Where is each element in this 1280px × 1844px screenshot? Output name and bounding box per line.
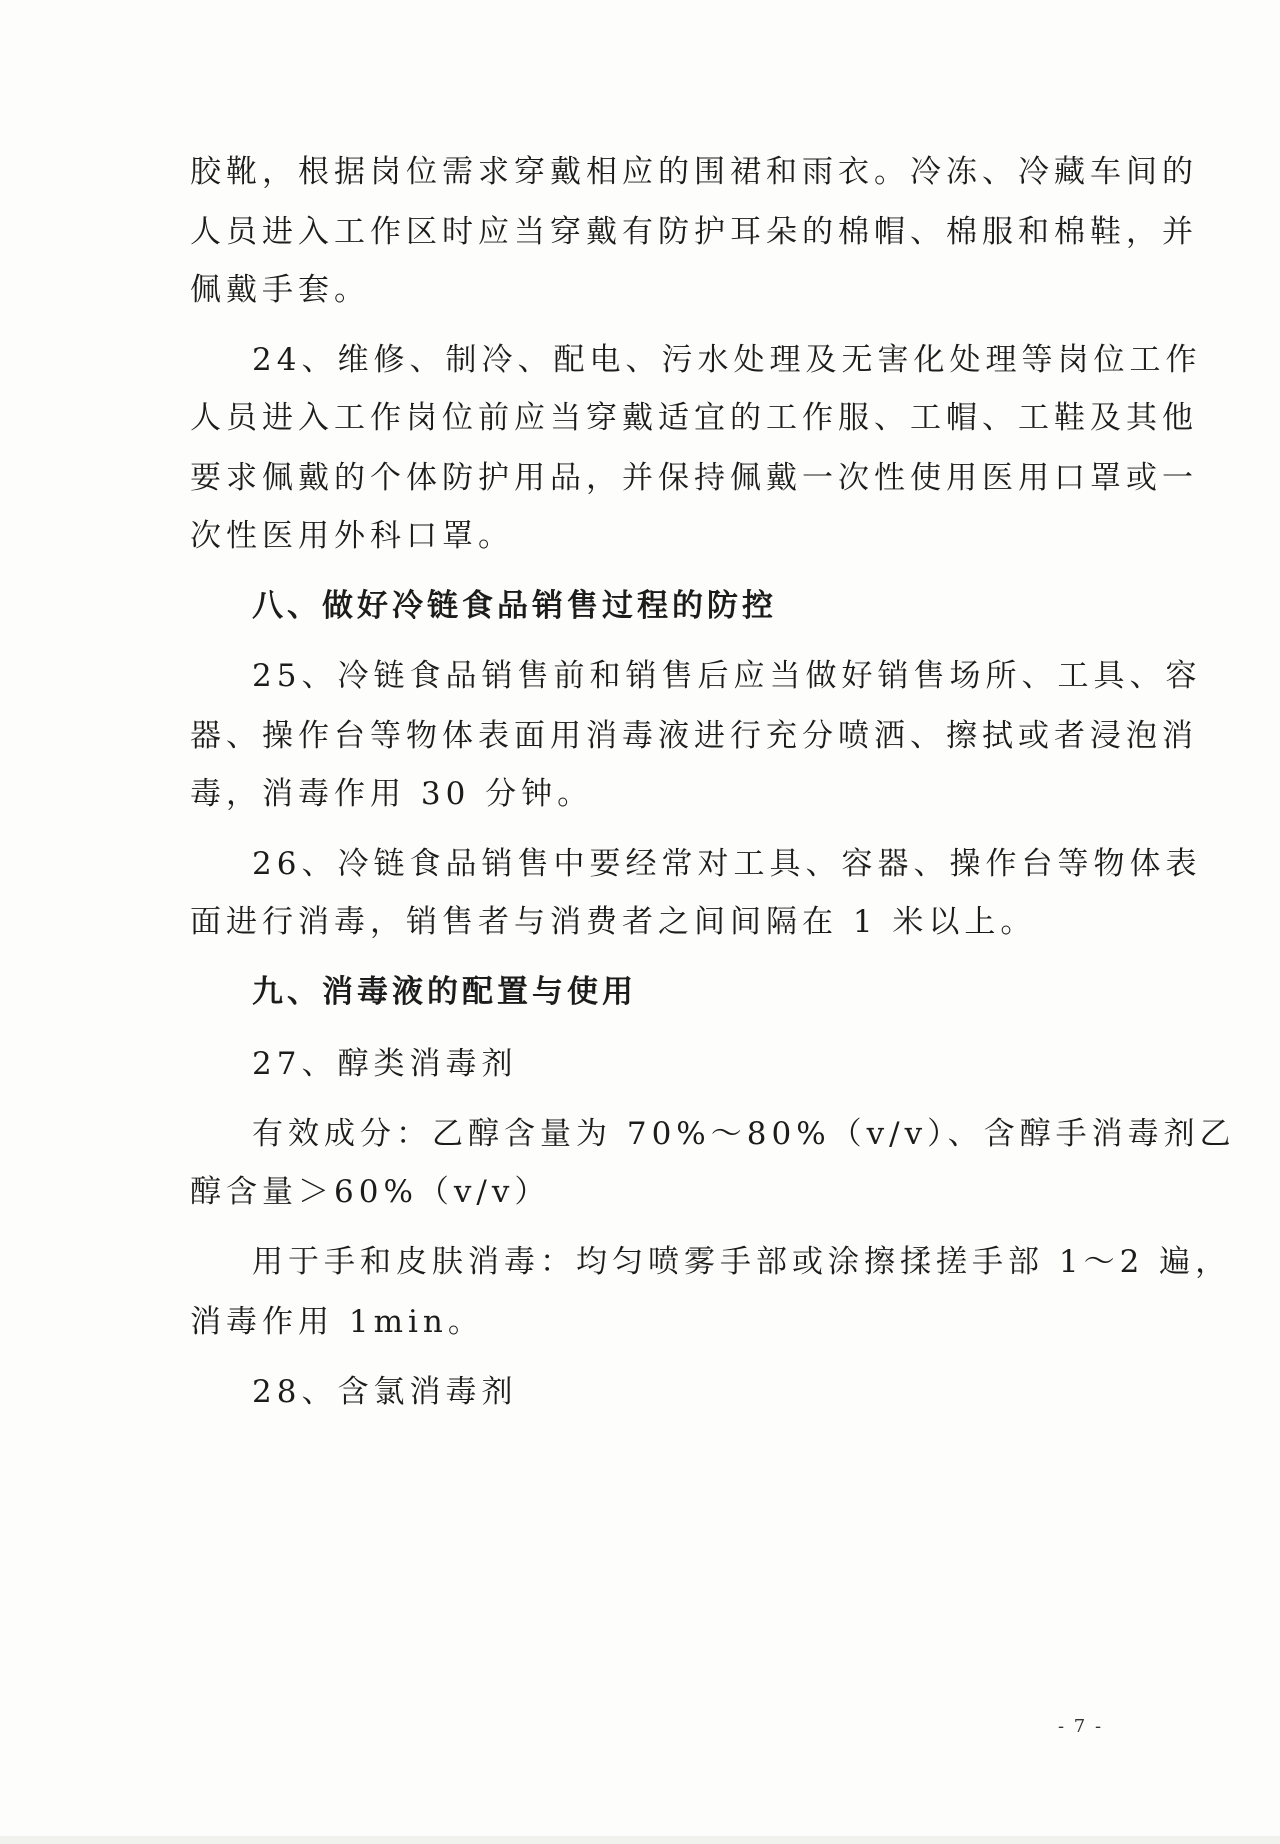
section-heading: 八、做好冷链食品销售过程的防控: [252, 588, 777, 624]
text-line: 25、冷链食品销售前和销售后应当做好销售场所、工具、容: [252, 658, 1202, 694]
text-line: 人员进入工作区时应当穿戴有防护耳朵的棉帽、棉服和棉鞋，并: [190, 214, 1198, 250]
text-line: 佩戴手套。: [190, 272, 370, 308]
text-line: 28、含氯消毒剂: [252, 1374, 518, 1410]
text-line: 消毒作用 1min。: [190, 1304, 484, 1340]
section-heading: 九、消毒液的配置与使用: [252, 974, 637, 1010]
text-line: 有效成分：乙醇含量为 70%～80%（v/v）、含醇手消毒剂乙: [252, 1116, 1236, 1152]
text-line: 24、维修、制冷、配电、污水处理及无害化处理等岗位工作: [252, 342, 1202, 378]
text-line: 毒，消毒作用 30 分钟。: [190, 776, 594, 812]
text-line: 面进行消毒，销售者与消费者之间间隔在 1 米以上。: [190, 904, 1037, 940]
text-line: 次性医用外科口罩。: [190, 518, 514, 554]
text-line: 醇含量＞60%（v/v）: [190, 1174, 551, 1210]
text-line: 用于手和皮肤消毒：均匀喷雾手部或涂擦揉搓手部 1～2 遍，: [252, 1244, 1232, 1280]
text-line: 胶靴，根据岗位需求穿戴相应的围裙和雨衣。冷冻、冷藏车间的: [190, 154, 1198, 190]
text-line: 要求佩戴的个体防护用品，并保持佩戴一次性使用医用口罩或一: [190, 460, 1198, 496]
text-line: 人员进入工作岗位前应当穿戴适宜的工作服、工帽、工鞋及其他: [190, 400, 1198, 436]
page-number: - 7 -: [1058, 1716, 1104, 1737]
text-line: 27、醇类消毒剂: [252, 1046, 518, 1082]
text-line: 器、操作台等物体表面用消毒液进行充分喷洒、擦拭或者浸泡消: [190, 718, 1198, 754]
text-line: 26、冷链食品销售中要经常对工具、容器、操作台等物体表: [252, 846, 1202, 882]
page-bottom-edge: [0, 1836, 1280, 1844]
